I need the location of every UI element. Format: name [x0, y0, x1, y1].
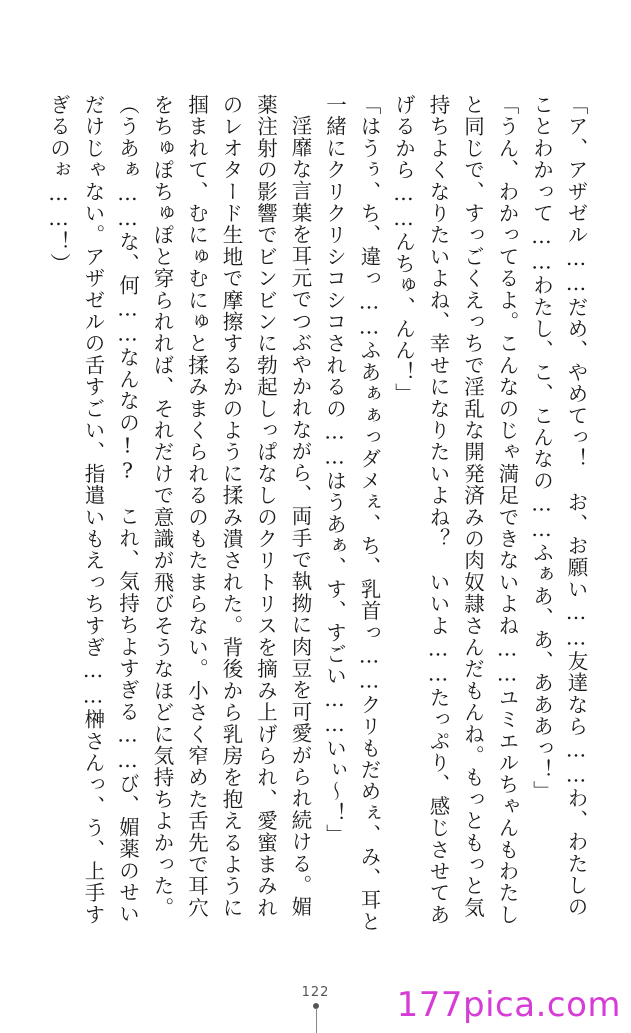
vertical-text-body [41, 94, 593, 934]
page-marker-icon [313, 1003, 319, 1033]
paragraph-inner-thought: （うあぁ……な、何……なんなの!? これ、気持ちよすぎる……び、媚薬のせいだけじゃない。アザゼルの舌すごい、指遣いもえっちすぎ……榊さんっ、う、上手すぎるのぉ……！） [46, 94, 140, 926]
site-watermark: 177pica.com [396, 985, 621, 1025]
paragraph-dialogue-2: 「うん、わかってるよ。こんなのじゃ満足できないよね……ユミエルちゃんもわたしと同じで、すっごくえっちで淫乱な開発済みの肉奴隷さんだもんね。もっともっと気持ちよくなりたいよね、幸せになりたいよね？ いいよ……たっぷり、感じさせてあげるから……んちゅ、んん！」 [391, 94, 519, 926]
paragraph-dialogue-3: 「はうぅ、ち、違っ……ふあぁぁっダメぇ、ち、乳首っ……クリもだめぇ、み、耳と一緒にクリクリシコシコされるの……はうあぁ、す、すごい……いぃ～！」 [322, 94, 381, 933]
paragraph-dialogue-1: 「ア、アザゼル……だめ、やめてっ！ お、お願い……友達なら……わ、わたしのことわかって……わたし、こ、こんなの……ふぁあ、あ、あああっ！」 [529, 94, 588, 918]
page-number: 122 [301, 985, 330, 1000]
paragraph-narration: 淫靡な言葉を耳元でつぶやかれながら、両手で執拗に肉豆を可愛がられ続ける。媚薬注射の影響でビンビンに勃起しっぱなしのクリトリスを摘み上げられ、愛蜜まみれのレオタード生地で摩擦するかのように揉み潰された。背後から乳房を抱えるように掴まれて、むにゅむにゅと揉みまくられるのもたまらない。小さく窄めた舌先で耳穴をちゅぽちゅぽと穿られれば、それだけで意識が飛びそうなほどに気持ちよかった。 [150, 94, 312, 919]
